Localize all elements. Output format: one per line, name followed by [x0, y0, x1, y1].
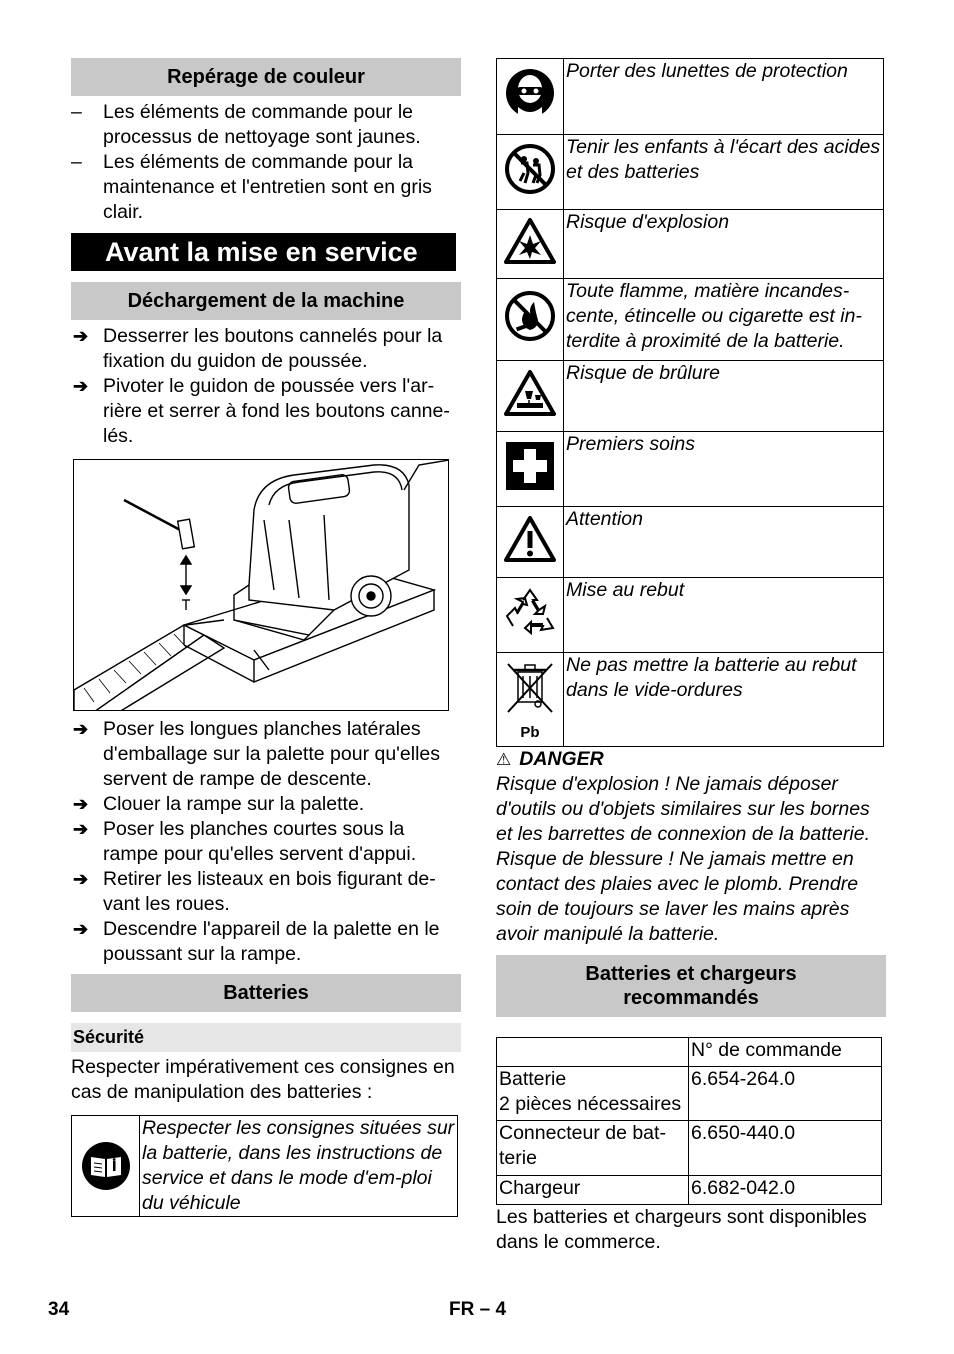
arrow-right-icon: ➔	[73, 376, 89, 396]
table-header-cell: N° de commande	[689, 1038, 882, 1067]
danger-text: Risque d'explosion ! Ne jamais déposer d'outils ou d'objets similaires sur les bornes et les barrettes de connexion de la batterie. Risque de blessure ! Ne jamais mettre en contact des plaies avec le plomb. Prendre soin de toujours se laver les mains après avoir manipulé la batterie.	[496, 773, 870, 945]
recommended-heading: Batteries et chargeurs recommandés	[496, 955, 886, 1017]
table-row	[497, 432, 884, 507]
unloading-heading: Déchargement de la machine	[71, 282, 461, 320]
table-cell-number: 6.654-264.0	[689, 1067, 882, 1121]
list-item: ➔ Retirer les listeaux en bois figurant de-vant les roues.	[73, 868, 436, 915]
first-aid-icon	[504, 440, 556, 492]
list-item: ➔ Desserrer les boutons cannelés pour la fixation du guidon de poussée.	[73, 325, 443, 372]
list-item: – Les éléments de commande pour le processus de nettoyage sont jaunes.	[71, 100, 461, 150]
page-number: 34	[48, 1299, 70, 1320]
table-cell-item: Chargeur	[497, 1176, 689, 1205]
symbol-text: Risque d'explosion	[564, 210, 884, 279]
arrow-right-icon: ➔	[73, 819, 89, 839]
color-coding-heading: Repérage de couleur	[71, 58, 461, 96]
table-cell-number: 6.650-440.0	[689, 1121, 882, 1176]
pb-label: Pb	[520, 724, 540, 741]
safety-intro: Respecter impérativement ces consignes en cas de manipulation des batteries :	[71, 1056, 455, 1103]
section-page: FR – 4	[449, 1299, 507, 1320]
color-coding-list	[71, 100, 461, 225]
recycle-icon	[503, 586, 557, 638]
arrow-right-icon: ➔	[73, 919, 89, 939]
chapter-title: Avant la mise en service	[71, 233, 456, 271]
symbol-text: Porter des lunettes de protection	[564, 59, 884, 135]
table-cell-item: Connecteur de bat-terie	[497, 1121, 689, 1176]
table-row	[497, 210, 884, 279]
symbol-text: Tenir les enfants à l'écart des acides et des batteries	[564, 135, 884, 210]
list-item: ➔ Poser les longues planches latérales d'emballage sur la palette pour qu'elles servent de rampe de descente.	[73, 718, 440, 790]
safety-symbols-table	[496, 58, 884, 747]
table-row	[497, 59, 884, 135]
explosion-icon	[503, 217, 557, 265]
warning-triangle-icon: ⚠	[496, 750, 512, 769]
arrow-right-icon: ➔	[73, 794, 89, 814]
table-row	[497, 1038, 882, 1067]
machine-on-pallet-drawing	[74, 460, 449, 711]
table-cell-item: Batterie 2 pièces nécessaires	[497, 1067, 689, 1121]
unloading-steps-a	[71, 324, 461, 449]
table-header-cell	[497, 1038, 689, 1067]
table-row	[497, 507, 884, 578]
symbol-text: Risque de brûlure	[564, 361, 884, 432]
no-fire-icon	[504, 290, 556, 342]
table-row	[497, 653, 884, 747]
safety-heading: Sécurité	[71, 1023, 461, 1052]
symbol-text: Toute flamme, matière incandes-cente, étincelle ou cigarette est in-terdite à proximité de la batterie.	[564, 279, 884, 361]
list-item: ➔ Poser les planches courtes sous la rampe pour qu'elles servent d'appui.	[73, 818, 417, 865]
table-row	[497, 1067, 882, 1121]
symbol-text: Ne pas mettre la batterie au rebut dans le vide-ordures	[564, 653, 884, 747]
unloading-steps-b	[71, 717, 461, 967]
order-numbers-table	[496, 1037, 882, 1205]
table-cell-number: 6.682-042.0	[689, 1176, 882, 1205]
list-item: ➔ Descendre l'appareil de la palette en le poussant sur la rampe.	[73, 918, 440, 965]
arrow-right-icon: ➔	[73, 869, 89, 889]
no-trash-bin-icon	[502, 658, 558, 718]
arrow-right-icon: ➔	[73, 326, 89, 346]
availability-note: Les batteries et chargeurs sont disponibles dans le commerce.	[496, 1206, 867, 1253]
goggles-icon	[504, 67, 556, 119]
right-column	[496, 58, 886, 1255]
table-row	[497, 578, 884, 653]
left-column	[71, 58, 461, 1217]
table-row	[497, 135, 884, 210]
table-row	[497, 1176, 882, 1205]
symbol-text: Mise au rebut	[564, 578, 884, 653]
symbol-text: Attention	[564, 507, 884, 578]
manual-book-icon	[81, 1141, 131, 1191]
arrow-right-icon: ➔	[73, 719, 89, 739]
symbol-text: Premiers soins	[564, 432, 884, 507]
list-item: – Les éléments de commande pour la maintenance et l'entretien sont en gris clair.	[71, 150, 461, 225]
attention-icon	[503, 515, 557, 563]
keep-children-away-icon	[504, 143, 556, 195]
info-box	[71, 1115, 458, 1217]
list-item: ➔ Clouer la rampe sur la palette.	[73, 793, 365, 815]
unloading-illustration	[73, 459, 449, 711]
info-text: Respecter les consignes situées sur la batterie, dans les instructions de service et dans le mode d'em-ploi du véhicule	[142, 1117, 455, 1214]
table-row	[497, 361, 884, 432]
acid-burn-icon	[503, 369, 557, 417]
batteries-heading: Batteries	[71, 974, 461, 1012]
list-item: ➔ Pivoter le guidon de poussée vers l'ar-rière et serrer à fond les boutons canne-lés.	[73, 375, 450, 447]
danger-title: ⚠ DANGER	[496, 748, 604, 770]
table-row	[497, 1121, 882, 1176]
table-row	[497, 279, 884, 361]
